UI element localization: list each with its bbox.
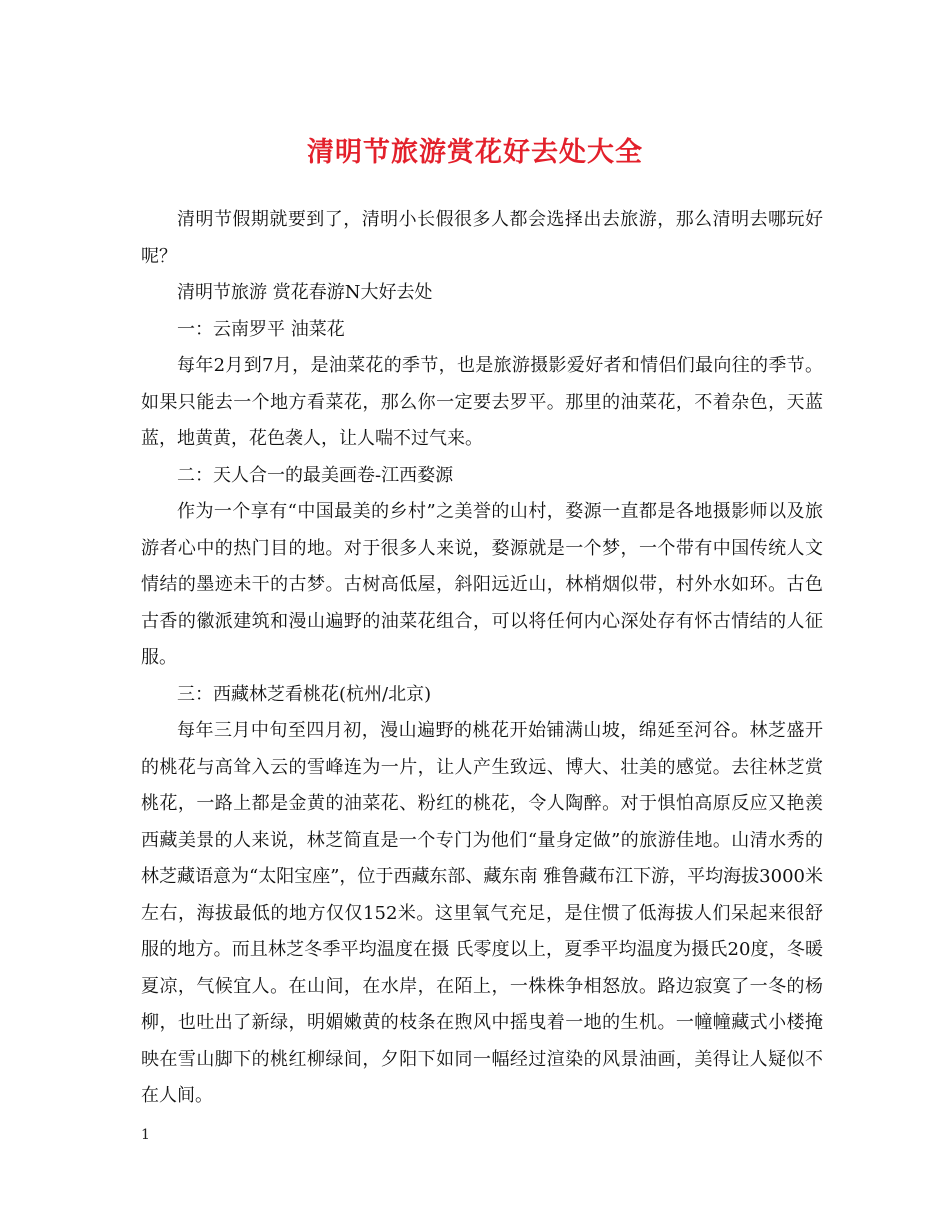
paragraph-wuyuan: 作为一个享有“中国最美的乡村”之美誉的山村，婺源一直都是各地摄影师以及旅游者心中的热门目的地。对于很多人来说，婺源就是一个梦，一个带有中国传统人文情结的墨迹未干的古梦。古树高低屋，斜阳远近山，林梢烟似带，村外水如环。古色古香的徽派建筑和漫山遍野的油菜花组合，可以将任何内心深处存有怀古情结的人征服。 bbox=[141, 501, 823, 668]
section-heading-overview: 清明节旅游 赏花春游N大好去处 bbox=[177, 282, 433, 303]
document-body bbox=[141, 202, 823, 1115]
section-heading-luoping: 一：云南罗平 油菜花 bbox=[177, 318, 345, 340]
intro-paragraph: 清明节假期就要到了，清明小长假很多人都会选择出去旅游，那么清明去哪玩好呢？ bbox=[141, 209, 823, 267]
paragraph-linzhi: 每年三月中旬至四月初，漫山遍野的桃花开始铺满山坡，绵延至河谷。林芝盛开的桃花与高耸入云的雪峰连为一片，让人产生致远、博大、壮美的感觉。去往林芝赏桃花，一路上都是金黄的油菜花、粉红的桃花，令人陶醉。对于惧怕高原反应又艳羡西藏美景的人来说，林芝简直是一个专门为他们“量身定做”的旅游佳地。山清水秀的林芝藏语意为“太阳宝座”，位于西藏东部、藏东南 雅鲁藏布江下游，平均海拔3000米左右，海拔最低的地方仅仅152米。这里氧气充足，是住惯了低海拔人们呆起来很舒服的地方。而且林芝冬季平均温度在摄 氏零度以上，夏季平均温度为摄氏20度，冬暖夏凉，气候宜人。在山间，在水岸，在陌上，一株株争相怒放。路边寂寞了一冬的杨柳，也吐出了新绿，明媚嫩黄的枝条在煦风中摇曳着一地的生机。一幢幢藏式小楼掩映在雪山脚下的桃红柳绿间，夕阳下如同一幅经过渲染的风景油画，美得让人疑似不在人间。 bbox=[141, 720, 823, 1106]
page-number: 1 bbox=[141, 1127, 150, 1143]
section-heading-wuyuan: 二：天人合一的最美画卷-江西婺源 bbox=[177, 464, 454, 486]
section-heading-linzhi: 三：西藏林芝看桃花(杭州/北京) bbox=[177, 683, 432, 705]
paragraph-luoping: 每年2月到7月，是油菜花的季节，也是旅游摄影爱好者和情侣们最向往的季节。如果只能去一个地方看菜花，那么你一定要去罗平。那里的油菜花，不着杂色，天蓝蓝，地黄黄，花色袭人，让人喘不过气来。 bbox=[141, 355, 823, 449]
document-title: 清明节旅游赏花好去处大全 bbox=[307, 137, 643, 168]
